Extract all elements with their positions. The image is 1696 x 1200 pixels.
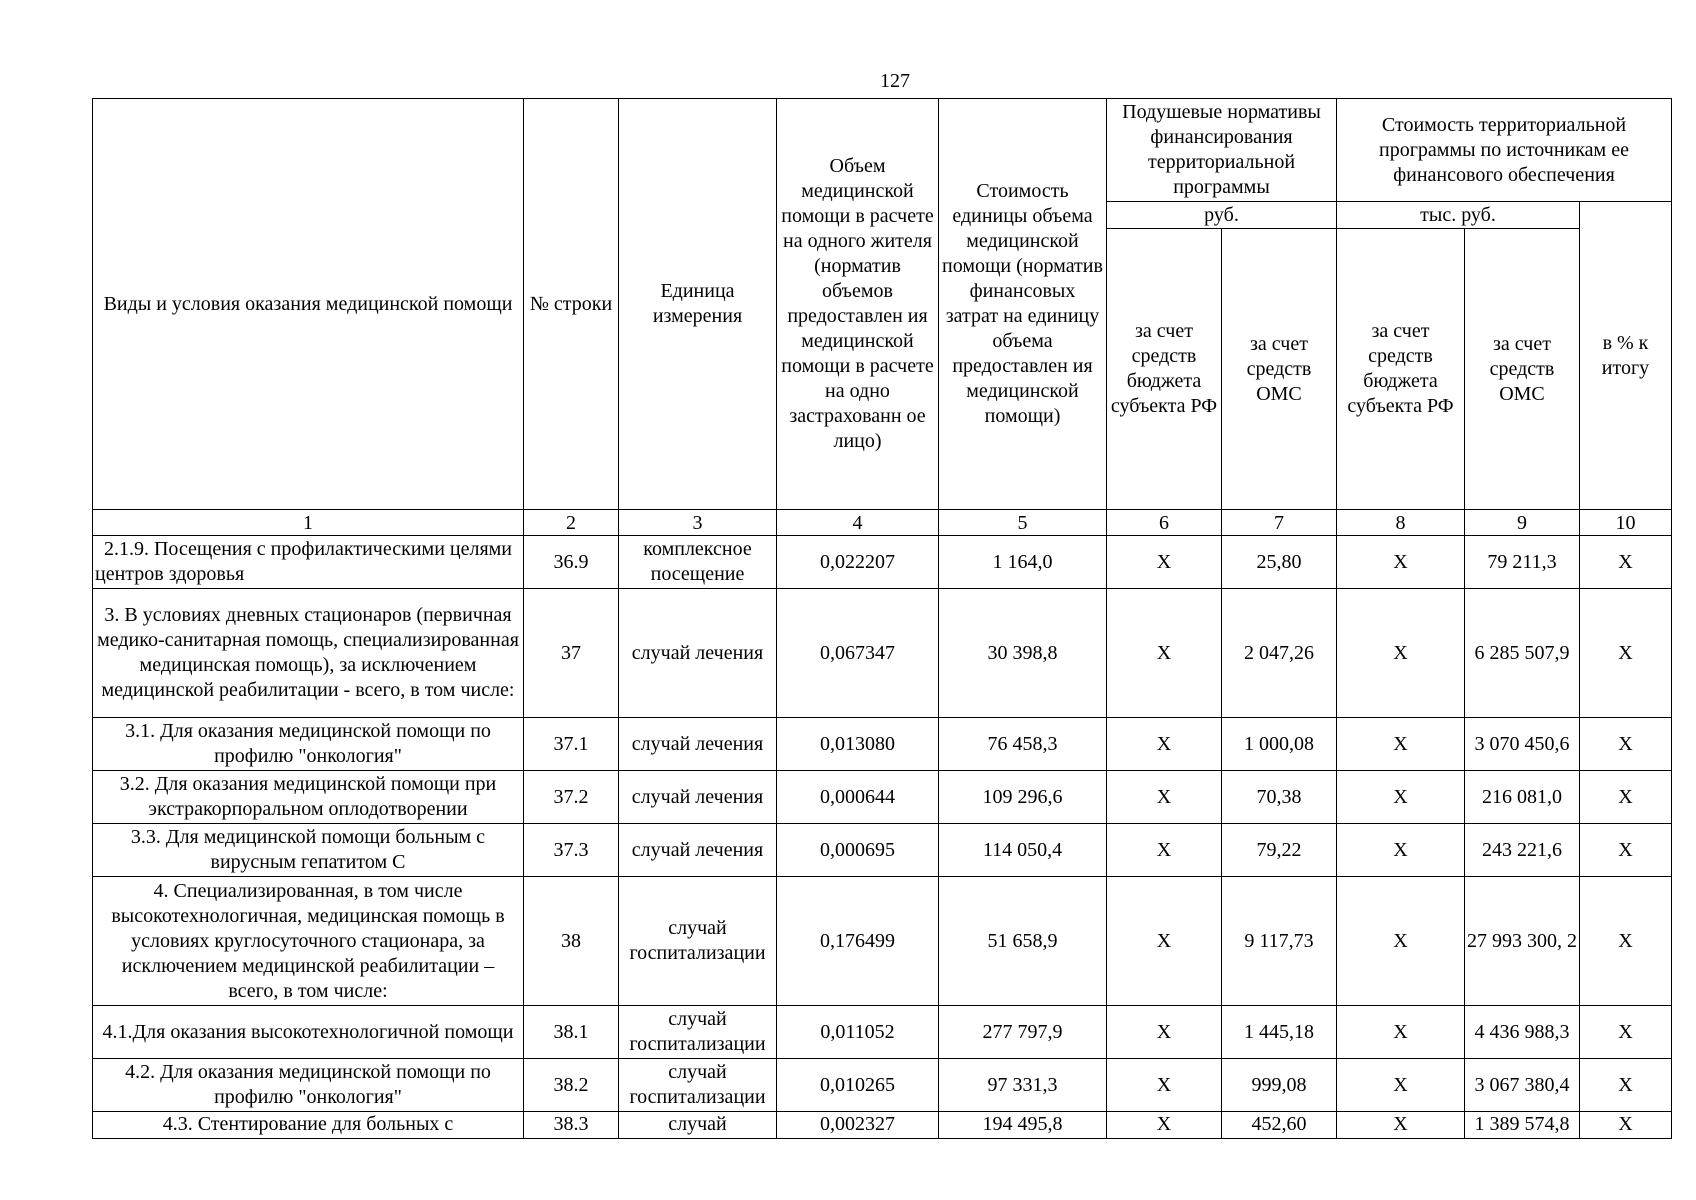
row-line-number: 37.1 — [524, 718, 619, 771]
row-volume: 0,000695 — [777, 824, 939, 877]
row-description: 4. Специализированная, в том числе высокотехнологичная, медицинская помощь в условиях круглосуточного стационара, за исключением медицинской реабилитации – всего, в том числе: — [93, 877, 524, 1006]
row-unit: комплексное посещение — [619, 536, 777, 589]
row-cost-budget: Х — [1337, 536, 1465, 589]
header-kinds-conditions: Виды и условия оказания медицинской помощи — [93, 99, 524, 510]
header-percent-total: в % к итогу — [1580, 202, 1672, 510]
row-description: 4.3. Стентирование для больных с — [93, 1112, 524, 1139]
row-per-capita-budget: Х — [1107, 536, 1222, 589]
row-unit: случай лечения — [619, 771, 777, 824]
row-unit-cost: 51 658,9 — [939, 877, 1107, 1006]
row-volume: 0,022207 — [777, 536, 939, 589]
row-unit: случай лечения — [619, 589, 777, 718]
row-line-number: 37.2 — [524, 771, 619, 824]
row-unit-cost: 1 164,0 — [939, 536, 1107, 589]
row-cost-oms: 4 436 988,3 — [1465, 1006, 1580, 1059]
table-row — [93, 589, 1672, 718]
row-volume: 0,011052 — [777, 1006, 939, 1059]
header-per-capita-group: Подушевые нормативы финансирования территориальной программы — [1107, 99, 1337, 202]
row-cost-oms: 3 067 380,4 — [1465, 1059, 1580, 1112]
table-row — [93, 771, 1672, 824]
table-row — [93, 877, 1672, 1006]
page-number: 127 — [880, 70, 910, 92]
row-line-number: 36.9 — [524, 536, 619, 589]
row-description: 3. В условиях дневных стационаров (первичная медико-санитарная помощь, специализированная медицинская помощь), за исключением медицинской реабилитации - всего, в том числе: — [93, 589, 524, 718]
column-number: 4 — [777, 510, 939, 536]
row-per-capita-budget: Х — [1107, 877, 1222, 1006]
row-cost-budget: Х — [1337, 589, 1465, 718]
row-percent-total: Х — [1580, 1006, 1672, 1059]
row-volume: 0,013080 — [777, 718, 939, 771]
table-row — [93, 718, 1672, 771]
row-percent-total: Х — [1580, 1059, 1672, 1112]
row-description: 3.1. Для оказания медицинской помощи по профилю "онкология" — [93, 718, 524, 771]
row-volume: 0,002327 — [777, 1112, 939, 1139]
financing-table — [92, 98, 1672, 1139]
row-per-capita-budget: Х — [1107, 1112, 1222, 1139]
row-per-capita-oms: 79,22 — [1222, 824, 1337, 877]
row-cost-oms: 6 285 507,9 — [1465, 589, 1580, 718]
row-line-number: 38.3 — [524, 1112, 619, 1139]
row-unit-cost: 30 398,8 — [939, 589, 1107, 718]
header-per-capita-oms: за счет средств ОМС — [1222, 229, 1337, 510]
row-description: 4.1.Для оказания высокотехнологичной помощи — [93, 1006, 524, 1059]
row-cost-oms: 27 993 300, 2 — [1465, 877, 1580, 1006]
row-per-capita-budget: Х — [1107, 718, 1222, 771]
header-cost-budget: за счет средств бюджета субъекта РФ — [1337, 229, 1465, 510]
column-number: 1 — [93, 510, 524, 536]
table-row — [93, 1006, 1672, 1059]
header-unit-cost: Стоимость единицы объема медицинской помощи (норматив финансовых затрат на единицу объема предоставлен ия медицинской помощи) — [939, 99, 1107, 510]
header-unit-thousand-rub: тыс. руб. — [1337, 202, 1580, 229]
table-row — [93, 1112, 1672, 1139]
row-unit: случай лечения — [619, 824, 777, 877]
header-cost-oms: за счет средств ОМС — [1465, 229, 1580, 510]
row-unit: случай госпитализации — [619, 1059, 777, 1112]
row-per-capita-oms: 2 047,26 — [1222, 589, 1337, 718]
header-unit: Единица измерения — [619, 99, 777, 510]
column-number: 2 — [524, 510, 619, 536]
row-per-capita-budget: Х — [1107, 771, 1222, 824]
row-per-capita-oms: 999,08 — [1222, 1059, 1337, 1112]
row-percent-total: Х — [1580, 718, 1672, 771]
row-percent-total: Х — [1580, 824, 1672, 877]
row-line-number: 38.2 — [524, 1059, 619, 1112]
row-cost-oms: 79 211,3 — [1465, 536, 1580, 589]
row-line-number: 38.1 — [524, 1006, 619, 1059]
header-cost-group: Стоимость территориальной программы по источникам ее финансового обеспечения — [1337, 99, 1672, 202]
row-description: 2.1.9. Посещения с профилактическими целями центров здоровья — [93, 536, 524, 589]
row-volume: 0,176499 — [777, 877, 939, 1006]
row-line-number: 37.3 — [524, 824, 619, 877]
row-unit: случай — [619, 1112, 777, 1139]
row-cost-oms: 1 389 574,8 — [1465, 1112, 1580, 1139]
row-volume: 0,010265 — [777, 1059, 939, 1112]
row-unit-cost: 109 296,6 — [939, 771, 1107, 824]
row-cost-budget: Х — [1337, 824, 1465, 877]
row-volume: 0,000644 — [777, 771, 939, 824]
row-line-number: 37 — [524, 589, 619, 718]
row-line-number: 38 — [524, 877, 619, 1006]
row-unit-cost: 194 495,8 — [939, 1112, 1107, 1139]
row-percent-total: Х — [1580, 1112, 1672, 1139]
row-unit: случай госпитализации — [619, 1006, 777, 1059]
row-cost-budget: Х — [1337, 718, 1465, 771]
row-unit-cost: 277 797,9 — [939, 1006, 1107, 1059]
row-unit: случай лечения — [619, 718, 777, 771]
table-row — [93, 824, 1672, 877]
row-description: 3.2. Для оказания медицинской помощи при экстракорпоральном оплодотворении — [93, 771, 524, 824]
row-percent-total: Х — [1580, 536, 1672, 589]
row-unit: случай госпитализации — [619, 877, 777, 1006]
row-cost-budget: Х — [1337, 877, 1465, 1006]
column-number: 8 — [1337, 510, 1465, 536]
row-per-capita-oms: 25,80 — [1222, 536, 1337, 589]
row-cost-oms: 243 221,6 — [1465, 824, 1580, 877]
column-number: 3 — [619, 510, 777, 536]
column-number: 10 — [1580, 510, 1672, 536]
header-per-capita-budget: за счет средств бюджета субъекта РФ — [1107, 229, 1222, 510]
header-volume: Объем медицинской помощи в расчете на одного жителя (норматив объемов предоставлен ия медицинской помощи в расчете на одно застрахованн ое лицо) — [777, 99, 939, 510]
row-per-capita-oms: 9 117,73 — [1222, 877, 1337, 1006]
row-cost-budget: Х — [1337, 771, 1465, 824]
row-per-capita-budget: Х — [1107, 589, 1222, 718]
row-per-capita-budget: Х — [1107, 1006, 1222, 1059]
column-number: 5 — [939, 510, 1107, 536]
header-line-number: № строки — [524, 99, 619, 510]
column-number: 9 — [1465, 510, 1580, 536]
row-cost-oms: 3 070 450,6 — [1465, 718, 1580, 771]
row-cost-oms: 216 081,0 — [1465, 771, 1580, 824]
row-per-capita-oms: 1 000,08 — [1222, 718, 1337, 771]
column-number: 6 — [1107, 510, 1222, 536]
row-per-capita-oms: 1 445,18 — [1222, 1006, 1337, 1059]
row-percent-total: Х — [1580, 877, 1672, 1006]
row-cost-budget: Х — [1337, 1112, 1465, 1139]
row-unit-cost: 114 050,4 — [939, 824, 1107, 877]
row-cost-budget: Х — [1337, 1006, 1465, 1059]
table-row — [93, 536, 1672, 589]
row-unit-cost: 76 458,3 — [939, 718, 1107, 771]
row-description: 4.2. Для оказания медицинской помощи по профилю "онкология" — [93, 1059, 524, 1112]
column-number-row — [93, 510, 1672, 536]
header-row-1 — [93, 99, 1672, 202]
row-per-capita-budget: Х — [1107, 824, 1222, 877]
row-percent-total: Х — [1580, 589, 1672, 718]
row-per-capita-oms: 452,60 — [1222, 1112, 1337, 1139]
table-row — [93, 1059, 1672, 1112]
header-unit-rub: руб. — [1107, 202, 1337, 229]
row-description: 3.3. Для медицинской помощи больным с вирусным гепатитом С — [93, 824, 524, 877]
row-per-capita-oms: 70,38 — [1222, 771, 1337, 824]
row-unit-cost: 97 331,3 — [939, 1059, 1107, 1112]
row-percent-total: Х — [1580, 771, 1672, 824]
column-number: 7 — [1222, 510, 1337, 536]
row-per-capita-budget: Х — [1107, 1059, 1222, 1112]
row-volume: 0,067347 — [777, 589, 939, 718]
row-cost-budget: Х — [1337, 1059, 1465, 1112]
